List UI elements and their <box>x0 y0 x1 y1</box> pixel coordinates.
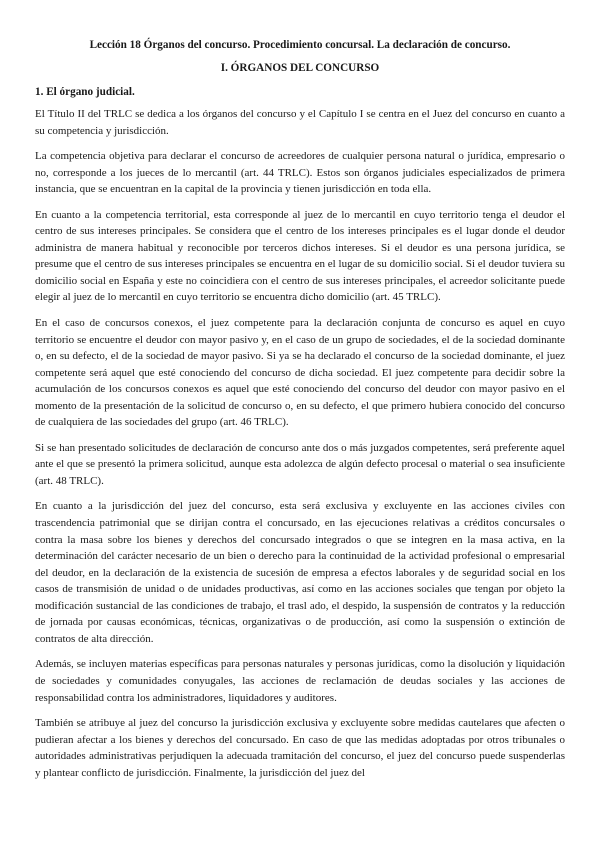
paragraph-specific-matters: Además, se incluyen materias específicas para personas naturales y personas jurídicas, como la disolución y liquidación de sociedades y comunidades conyugales, las acciones de reclamación de deudas sociales y las acciones de responsabilidad contra los administradores, liquidadores y auditores. <box>35 658 565 704</box>
document-title: Lección 18 Órganos del concurso. Procedimiento concursal. La declaración de concurso. <box>89 39 511 51</box>
paragraph-multiple-requests: Si se han presentado solicitudes de declaración de concurso ante dos o más juzgados competentes, será preferente aquel ante el que se presentó la primera solicitud, aunque esta adolezca de algún defecto procesal o material o sea insuficiente (art. 48 TRLC). <box>35 441 565 487</box>
paragraph-territorial-competence: En cuanto a la competencia territorial, esta corresponde al juez de lo mercantil en cuyo territorio tenga el deudor el centro de sus intereses principales. Se considera que el centro de los intereses principales es el lugar donde el deudor administra de manera habitual y reconocible por terceros dichos intereses. Si el deudor es una persona jurídica, se presume que el centro de sus intereses principales se encuentra en el lugar de su domicilio social. Si el deudor tuviera su domicilio social en España y este no coincidiera con el centro de sus intereses principales, el acreedor solicitante puede elegir al juez de lo mercantil en cuyo territorio se encuentra dicho domicilio (art. 45 TRLC). <box>35 208 565 304</box>
paragraph-intro: El Título II del TRLC se dedica a los órganos del concurso y el Capítulo I se centra en el Juez del concurso en cuanto a su competencia y jurisdicción. <box>35 108 565 137</box>
paragraph-objective-competence: La competencia objetiva para declarar el concurso de acreedores de cualquier persona natural o jurídica, empresario o no, corresponde a los jueces de lo mercantil (art. 44 TRLC). Estos son órganos judiciales especializados de primera instancia, que se encuentran en la capital de la provincia y tienen jurisdicción en toda ella. <box>35 150 565 196</box>
section-title: I. ÓRGANOS DEL CONCURSO <box>220 62 380 74</box>
subsection-title: 1. El órgano judicial. <box>35 86 135 98</box>
paragraph-related-proceedings: En el caso de concursos conexos, el juez competente para la declaración conjunta de concurso es aquel en cuyo territorio se encuentre el deudor con mayor pasivo y, en el caso de un grupo de sociedades, el de la sociedad dominante o, en su defecto, el de la sociedad de mayor pasivo. Si ya se ha declarado el concurso de la sociedad dominante, el juez competente será aquel que esté conociendo del concurso de dicha sociedad. El juez competente para decidir sobre la acumulación de los concursos conexos es aquel que esté conociendo del concurso del deudor con mayor pasivo en el momento de la presentación de la solicitud de concurso o, en su defecto, el que primero hubiera conocido del concurso de cualquiera de las sociedades del grupo (art. 46 TRLC). <box>35 317 565 429</box>
paragraph-precautionary-measures: También se atribuye al juez del concurso la jurisdicción exclusiva y excluyente sobre medidas cautelares que afecten o pudieran afectar a los bienes y derechos del concursado. En caso de que las medidas adoptadas por otros tribunales o autoridades administrativas perjudiquen la adecuada tramitación del concurso, el juez del concurso puede suspenderlas y plantear conflicto de jurisdicción. Finalmente, la jurisdicción del juez del <box>35 717 565 779</box>
paragraph-jurisdiction: En cuanto a la jurisdicción del juez del concurso, esta será exclusiva y excluyente en las acciones civiles con trascendencia patrimonial que se dirijan contra el concursado, en las ejecuciones relativas a créditos concursales o contra la masa sobre los bienes y derechos del concursado integrados o que se integren en la masa activa, en la determinación del carácter necesario de un bien o derecho para la continuidad de la actividad profesional o empresarial del deudor, en la declaración de la existencia de sucesión de empresa a efectos laborales y de seguridad social en los casos de transmisión de unidad o de unidades productivas, así como en las acciones sociales que tengan por objeto la modificación sustancial de las condiciones de trabajo, el trasl ado, el despido, la suspensión de contratos y la reducción de jornada por causas económicas, técnicas, organizativas o de producción, así como la suspensión o extinción de contratos de alta dirección. <box>35 500 565 645</box>
document-page <box>35 38 565 781</box>
